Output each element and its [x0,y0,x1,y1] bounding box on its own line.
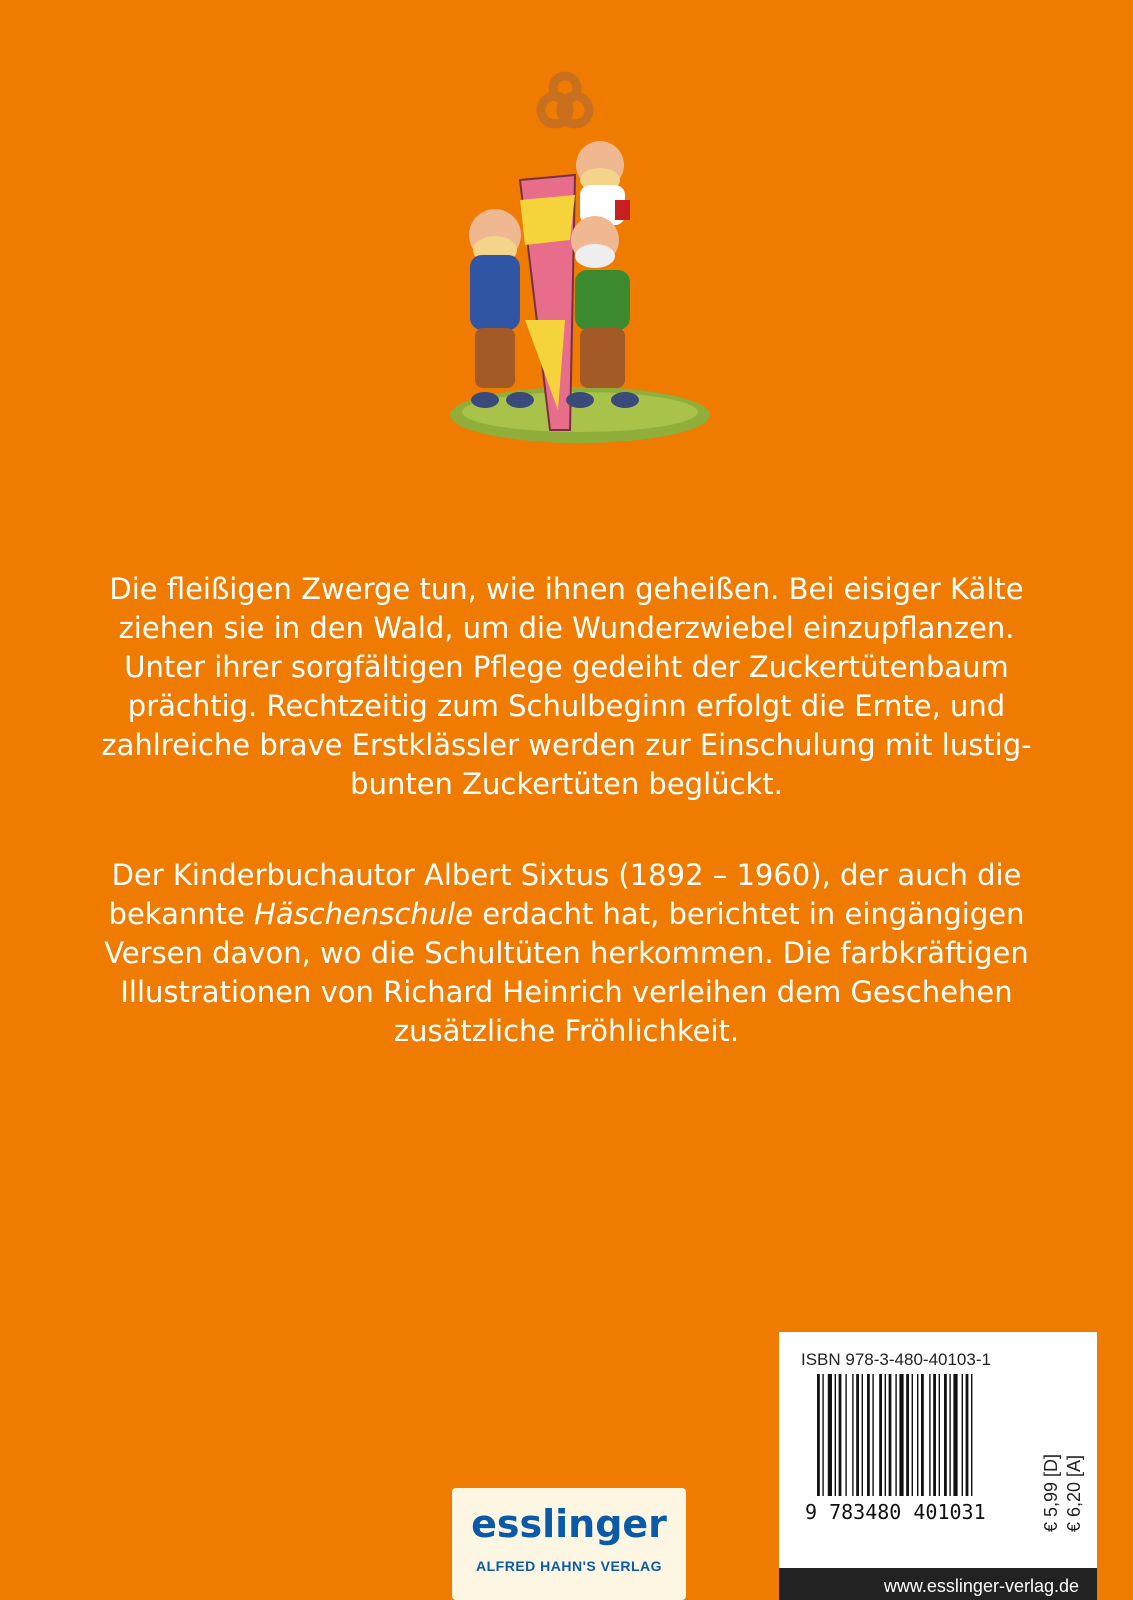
isbn-label: ISBN 978-3-480-40103-1 [801,1350,991,1369]
barcode-bar [862,1374,863,1496]
price-germany: € 5,99 [D] [1041,1453,1061,1532]
barcode-image [805,1374,1049,1522]
dwarves-illustration [430,70,710,470]
barcode-bar [962,1374,963,1496]
barcode-bar [852,1374,853,1496]
price-austria: € 6,20 [A] [1064,1454,1084,1532]
barcode-digits: 9 783480 401031 [805,1500,986,1522]
barcode-bar [966,1374,969,1496]
barcode-bar [879,1374,882,1496]
barcode-bar [856,1374,859,1496]
barcode-bar [835,1374,836,1496]
barcode-bar [867,1374,870,1496]
barcode-bar [953,1374,957,1496]
barcode-bar [885,1374,886,1496]
barcode-bar [845,1374,846,1496]
logo-wordmark: esslinger [471,1502,667,1546]
barcode-bar [889,1374,892,1496]
barcode-bar [872,1374,873,1496]
blurb-text-2a: Der Kinderbuchautor Albert Sixtus (1892 – 1960), der auch die bekannte [108,858,1022,931]
barcode-bar [933,1374,936,1496]
barcode-bar [912,1374,913,1496]
barcode-box [779,1332,1097,1568]
barcode-bar [949,1374,950,1496]
barcode-bar [828,1374,832,1496]
barcode-bar [917,1374,918,1496]
barcode-bar [944,1374,947,1496]
logo-subtitle: ALFRED HAHN'S VERLAG [476,1558,662,1574]
barcode-bar [971,1374,972,1496]
barcode-bar [839,1374,842,1496]
barcode-bar [895,1374,896,1496]
barcode-bar [921,1374,924,1496]
barcode-bar [822,1374,823,1496]
barcode-bar [929,1374,930,1496]
blurb-text-1: Die fleißigen Zwerge tun, wie ihnen geheißen. Bei eisiger Kälte ziehen sie in den Wald, um die Wunderzwiebel einzupflanzen. Unter ihrer sorgfältigen Pflege gedeiht der Zuckertütenbaum prächtig. Rechtzeitig zum Schulbeginn erfolgt die Ernte, und zahlreiche brave Erstklässler werden zur Einschulung mit lustig-bunten Zuckertüten beglückt. [101,572,1032,801]
barcode-bar [906,1374,909,1496]
blurb-paragraph-1 [80,570,1053,804]
barcode-bar [817,1374,820,1496]
blurb-text-2b: erdacht hat, berichtet in eingängigen Versen davon, wo die Schultüten herkommen. Die farbkräftigen Illustrationen von Richard Heinrich verleihen dem Geschehen zusätzliche Fröhlichkeit. [104,897,1029,1048]
publisher-logo [452,1488,686,1600]
blurb-paragraph-2 [80,856,1053,1051]
publisher-url[interactable]: www.esslinger-verlag.de [779,1572,1097,1600]
barcode-bar [899,1374,903,1496]
book-title-haeschenschule: Häschenschule [254,897,473,931]
barcode-bar [939,1374,940,1496]
